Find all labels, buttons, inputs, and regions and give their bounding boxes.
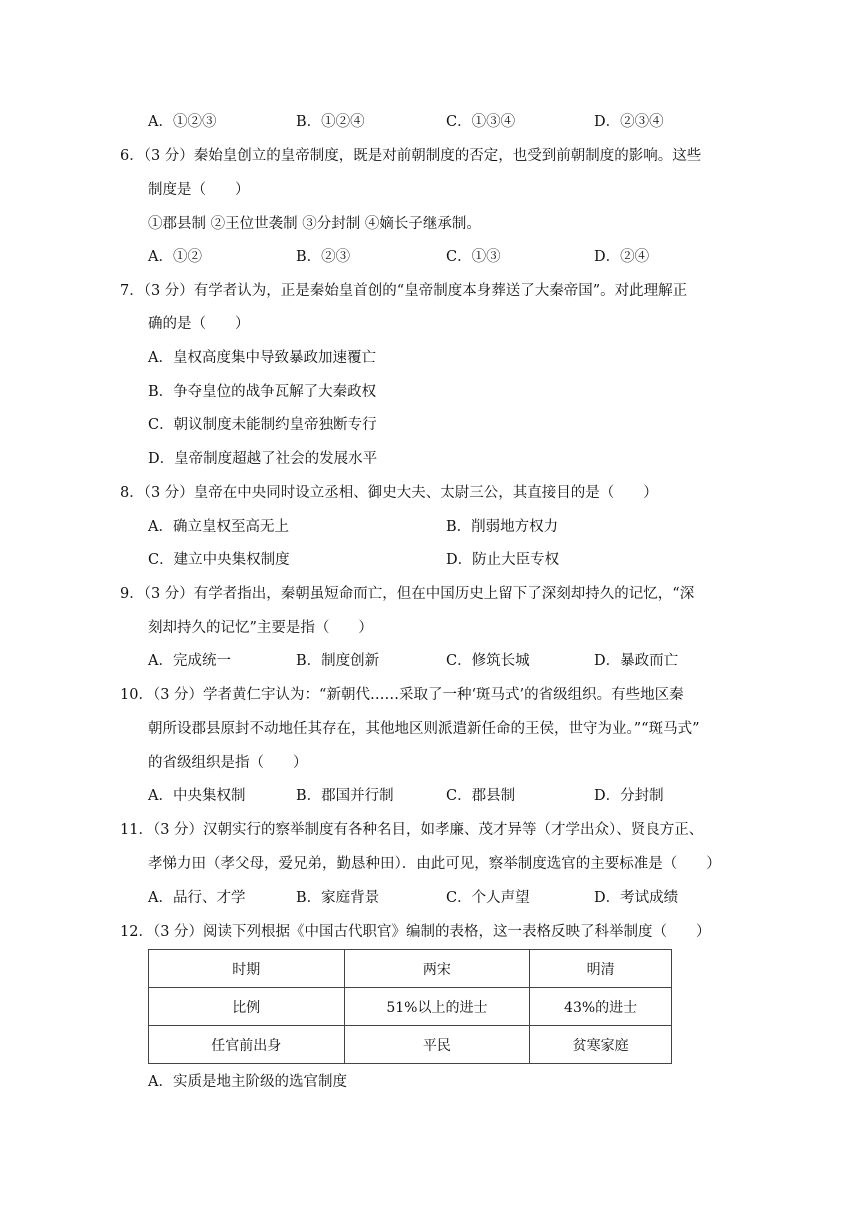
table-row: [149, 988, 672, 1026]
q9-option-a: A．完成统一: [148, 653, 231, 669]
q9-stem-line2: 刻却持久的记忆”主要是指（ ）: [148, 620, 373, 636]
q8-option-b: B．削弱地方权力: [446, 519, 559, 535]
q11-stem-line2: 孝悌力田（孝父母，爱兄弟，勤恳种田）．由此可见，察举制度选官的主要标准是（ ）: [148, 856, 721, 872]
table-cell: 比例: [149, 988, 345, 1026]
q5-option-c: C．①③④: [446, 114, 516, 130]
table-cell: 43%的进士: [530, 988, 672, 1026]
q10-stem-line2: 朝所设郡县原封不动地任其存在，其他地区则派遣新任命的王侯，世守为业。”“斑马式”: [148, 721, 700, 737]
table-cell: 平民: [344, 1026, 530, 1064]
q11-option-a: A．品行、才学: [148, 890, 246, 906]
q6-option-a: A．①②: [148, 249, 202, 265]
q6-stem-line2: 制度是（ ）: [148, 182, 250, 198]
table-row: [149, 1026, 672, 1064]
table-row: [149, 950, 672, 988]
table-cell: 明清: [530, 950, 672, 988]
q7-option-c: C．朝议制度未能制约皇帝独断专行: [148, 417, 377, 433]
q6-option-b: B．②③: [296, 249, 351, 265]
q7-stem-line1: 7．（3 分）有学者认为，正是秦始皇首创的“皇帝制度本身葬送了大秦帝国”。对此理解正: [120, 283, 688, 299]
q7-option-a: A．皇权高度集中导致暴政加速覆亡: [148, 350, 376, 366]
q9-option-d: D．暴政而亡: [594, 653, 679, 669]
q5-option-b: B．①②④: [296, 114, 365, 130]
table-cell: 时期: [149, 950, 345, 988]
q12-option-a: A．实质是地主阶级的选官制度: [148, 1074, 347, 1090]
q6-option-c: C．①③: [446, 249, 501, 265]
q7-option-b: B．争夺皇位的战争瓦解了大秦政权: [148, 384, 377, 400]
q6-option-d: D．②④: [594, 249, 650, 265]
q7-option-d: D．皇帝制度超越了社会的发展水平: [148, 451, 378, 467]
table-cell: 贫寒家庭: [530, 1026, 672, 1064]
q8-option-c: C．建立中央集权制度: [148, 552, 290, 568]
table-cell: 任官前出身: [149, 1026, 345, 1064]
q8-option-a: A．确立皇权至高无上: [148, 519, 289, 535]
q10-option-a: A．中央集权制: [148, 788, 246, 804]
q11-option-d: D．考试成绩: [594, 890, 679, 906]
q5-option-a: A．①②③: [148, 114, 217, 130]
q9-option-b: B．制度创新: [296, 653, 380, 669]
q8-option-d: D．防止大臣专权: [446, 552, 560, 568]
q12-stem-line1: 12．（3 分）阅读下列根据《中国古代职官》编制的表格，这一表格反映了科举制度（ ）: [120, 924, 711, 940]
q10-option-d: D．分封制: [594, 788, 664, 804]
q6-stem-line1: 6．（3 分）秦始皇创立的皇帝制度，既是对前朝制度的否定，也受到前朝制度的影响。这些: [120, 148, 702, 164]
q6-items: ①郡县制 ②王位世袭制 ③分封制 ④嫡长子继承制。: [148, 216, 481, 232]
q9-option-c: C．修筑长城: [446, 653, 530, 669]
q12-table: [148, 949, 672, 1064]
q8-stem-line1: 8．（3 分）皇帝在中央同时设立丞相、御史大夫、太尉三公，其直接目的是（ ）: [120, 485, 658, 501]
table-cell: 两宋: [344, 950, 530, 988]
q11-stem-line1: 11．（3 分）汉朝实行的察举制度有各种名目，如孝廉、茂才异等（才学出众）、贤良方正、: [120, 822, 704, 838]
q9-stem-line1: 9．（3 分）有学者指出，秦朝虽短命而亡，但在中国历史上留下了深刻却持久的记忆，“深: [120, 586, 695, 602]
q10-option-b: B．郡国并行制: [296, 788, 394, 804]
q5-option-d: D．②③④: [594, 114, 664, 130]
q10-stem-line3: 的省级组织是指（ ）: [148, 755, 308, 771]
table-cell: 51%以上的进士: [344, 988, 530, 1026]
q11-option-b: B．家庭背景: [296, 890, 380, 906]
q10-stem-line1: 10．（3 分）学者黄仁宇认为：“新朝代……采取了一种‘斑马式’的省级组织。有些地区秦: [120, 687, 684, 703]
q10-option-c: C．郡县制: [446, 788, 516, 804]
q7-stem-line2: 确的是（ ）: [148, 316, 250, 332]
q11-option-c: C．个人声望: [446, 890, 530, 906]
